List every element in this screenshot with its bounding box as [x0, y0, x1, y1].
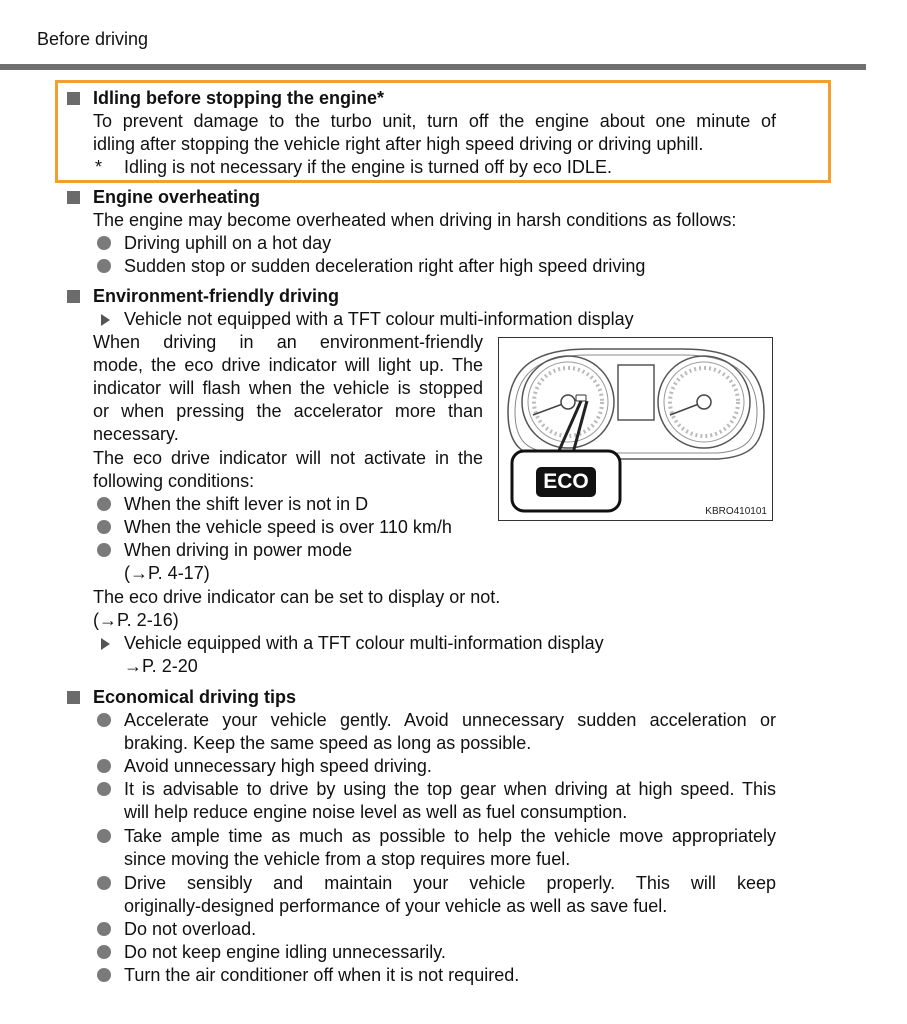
list-item: It is advisable to drive by using the top gear when driving at high speed. This	[124, 779, 776, 799]
eco-para1-line: necessary.	[93, 424, 179, 444]
bullet-icon	[97, 713, 111, 727]
list-item: Do not keep engine idling unnecessarily.	[124, 942, 446, 962]
section-marker-icon	[67, 691, 80, 704]
bullet-icon	[97, 922, 111, 936]
figure-code: KBRO410101	[705, 506, 767, 517]
eco-para2-line: The eco drive indicator will not activate in the	[93, 448, 483, 468]
list-item: When the vehicle speed is over 110 km/h	[124, 517, 452, 537]
list-item-cont: since moving the vehicle from a stop requires more fuel.	[124, 849, 571, 869]
triangle-arrow-icon	[101, 638, 110, 650]
heading-eco-driving: Environment-friendly driving	[93, 286, 340, 306]
bullet-icon	[97, 968, 111, 982]
eco-badge-label: ECO	[543, 470, 589, 493]
list-item: Driving uphill on a hot day	[124, 233, 332, 253]
list-item: Do not overload.	[124, 919, 257, 939]
overheating-intro: The engine may become overheated when driving in harsh conditions as follows:	[93, 210, 737, 230]
list-item-cont: originally-designed performance of your vehicle as well as save fuel.	[124, 896, 668, 916]
bullet-icon	[97, 829, 111, 843]
list-item: When the shift lever is not in D	[124, 494, 369, 514]
bullet-icon	[97, 759, 111, 773]
eco-para3: The eco drive indicator can be set to display or not.	[93, 587, 501, 607]
list-item-cont: braking. Keep the same speed as long as possible.	[124, 733, 532, 753]
section-marker-icon	[67, 92, 80, 105]
page-reference: →P. 2-20	[124, 656, 198, 676]
list-item: When driving in power mode	[124, 540, 353, 560]
heading-overheating: Engine overheating	[93, 187, 261, 207]
eco-para2-line: following conditions:	[93, 471, 255, 491]
footnote-mark: *	[95, 157, 103, 177]
idling-footnote: Idling is not necessary if the engine is turned off by eco IDLE.	[124, 157, 612, 177]
bullet-icon	[97, 236, 111, 250]
page-reference: (→P. 4-17)	[124, 563, 210, 583]
list-item: Take ample time as much as possible to help the vehicle move appropriately	[124, 826, 776, 846]
list-item: Turn the air conditioner off when it is not required.	[124, 965, 520, 985]
triangle-arrow-icon	[101, 314, 110, 326]
bullet-icon	[97, 520, 111, 534]
bullet-icon	[97, 876, 111, 890]
eco-sub2: Vehicle equipped with a TFT colour multi-information display	[124, 633, 604, 653]
section-marker-icon	[67, 191, 80, 204]
idling-text-line2: idling after stopping the vehicle right after high speed driving or driving uphill.	[93, 134, 704, 154]
eco-para1-line: When driving in an environment-friendly	[93, 332, 483, 352]
eco-para1-line: indicator will flash when the vehicle is stopped	[93, 378, 483, 398]
page-header-title: Before driving	[37, 29, 149, 49]
list-item: Drive sensibly and maintain your vehicle properly. This will keep	[124, 873, 776, 893]
instrument-cluster-figure	[498, 337, 773, 521]
idling-text-line1: To prevent damage to the turbo unit, turn off the engine about one minute of	[93, 111, 776, 131]
bullet-icon	[97, 497, 111, 511]
eco-sub1: Vehicle not equipped with a TFT colour multi-information display	[124, 309, 634, 329]
section-marker-icon	[67, 290, 80, 303]
bullet-icon	[97, 259, 111, 273]
bullet-icon	[97, 782, 111, 796]
heading-idling: Idling before stopping the engine*	[93, 88, 384, 108]
heading-tips: Economical driving tips	[93, 687, 297, 707]
bullet-icon	[97, 945, 111, 959]
list-item: Sudden stop or sudden deceleration right after high speed driving	[124, 256, 646, 276]
page-reference: (→P. 2-16)	[93, 610, 179, 630]
eco-para1-line: mode, the eco drive indicator will light up. The	[93, 355, 483, 375]
bullet-icon	[97, 543, 111, 557]
header-rule	[0, 64, 866, 70]
list-item: Accelerate your vehicle gently. Avoid unnecessary sudden acceleration or	[124, 710, 776, 730]
list-item-cont: will help reduce engine noise level as well as fuel consumption.	[124, 802, 628, 822]
eco-para1-line: or when pressing the accelerator more than	[93, 401, 483, 421]
list-item: Avoid unnecessary high speed driving.	[124, 756, 432, 776]
